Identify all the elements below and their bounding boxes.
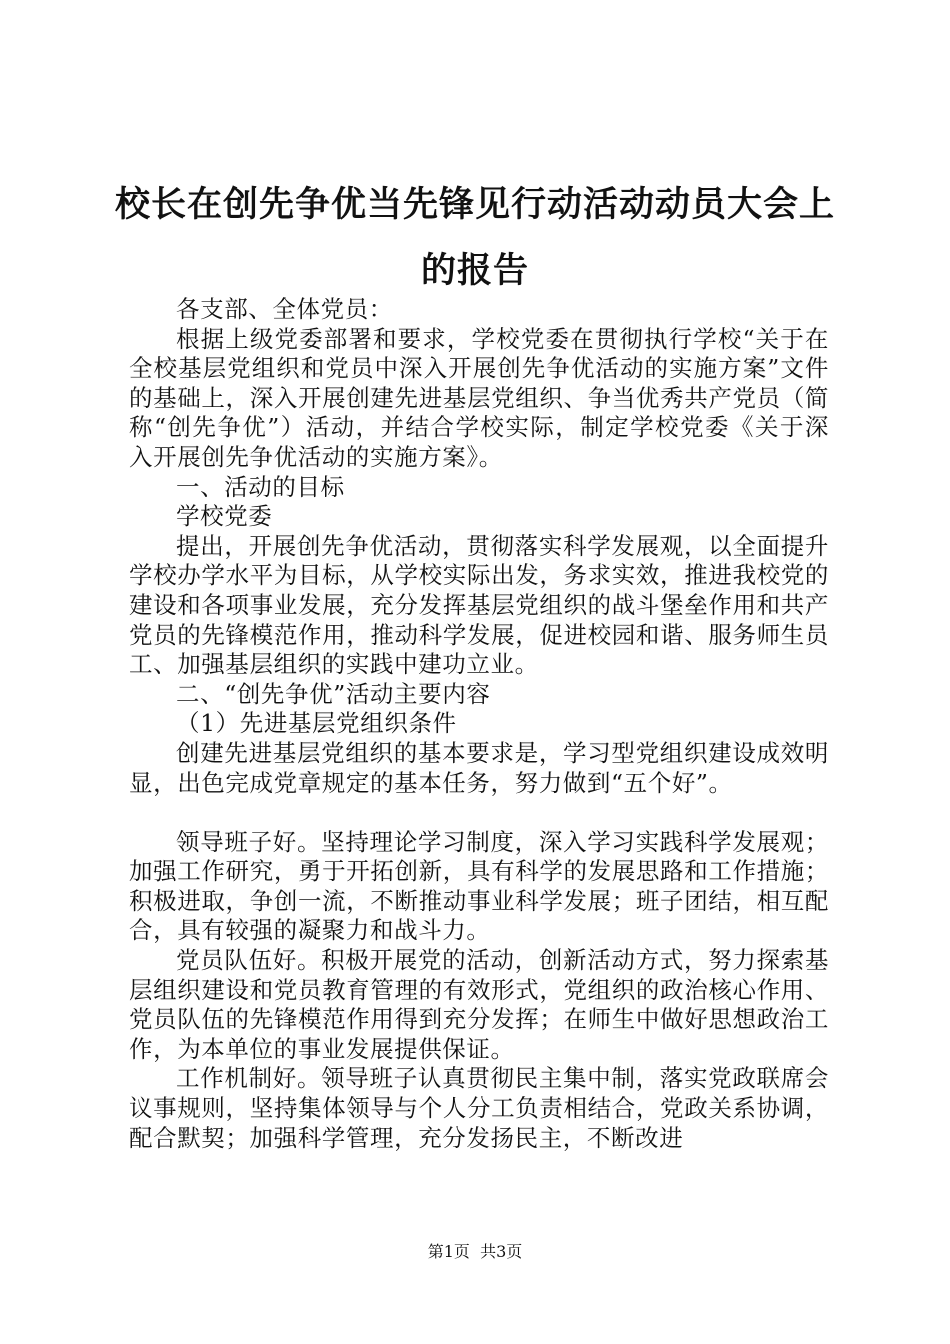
page-number: 第1页 共3页 — [427, 1242, 523, 1261]
document-title — [100, 172, 850, 304]
paragraph: 学校党委 — [176, 502, 273, 531]
title-line-2: 的报告 — [420, 250, 529, 291]
paragraph: 创建先进基层党组织的基本要求是，学习型党组织建设成效明显，出色完成党章规定的基本任务，努力做到“五个好”。 — [129, 738, 829, 797]
paragraph: 党员队伍好。积极开展党的活动，创新活动方式，努力探索基层组织建设和党员教育管理的有效形式，党组织的政治核心作用、党员队伍的先锋模范作用得到充分发挥；在师生中做好思想政治工作，为本单位的事业发展提供保证。 — [129, 946, 829, 1063]
document-body — [129, 295, 829, 1153]
salutation: 各支部、全体党员： — [176, 295, 393, 323]
section-heading-1: 一、活动的目标 — [176, 472, 345, 501]
paragraph: 提出，开展创先争优活动，贯彻落实科学发展观，以全面提升学校办学水平为目标，从学校实际出发，务求实效，推进我校党的建设和各项事业发展，充分发挥基层党组织的战斗堡垒作用和共产党员的先锋模范作用，推动科学发展，促进校园和谐、服务师生员工、加强基层组织的实践中建功立业。 — [129, 531, 829, 679]
paragraph: 工作机制好。领导班子认真贯彻民主集中制，落实党政联席会议事规则，坚持集体领导与个人分工负责相结合，党政关系协调，配合默契；加强科学管理，充分发扬民主，不断改进 — [129, 1064, 829, 1152]
section-heading-2: 二、“创先争优”活动主要内容 — [176, 679, 491, 708]
paragraph: 领导班子好。坚持理论学习制度，深入学习实践科学发展观；加强工作研究，勇于开拓创新，具有科学的发展思路和工作措施；积极进取，争创一流，不断推动事业科学发展；班子团结，相互配合，具有较强的凝聚力和战斗力。 — [129, 827, 829, 945]
subsection-heading: （1）先进基层党组织条件 — [176, 709, 457, 738]
page-footer — [0, 1242, 950, 1262]
title-line-1: 校长在创先争优当先锋见行动活动动员大会上 — [114, 184, 835, 225]
paragraph-intro: 根据上级党委部署和要求，学校党委在贯彻执行学校“关于在全校基层党组织和党员中深入开展创先争优活动的实施方案”文件的基础上，深入开展创建先进基层党组织、争当优秀共产党员（简称“创先争优”）活动，并结合学校实际，制定学校党委《关于深入开展创先争优活动的实施方案》。 — [129, 324, 829, 471]
